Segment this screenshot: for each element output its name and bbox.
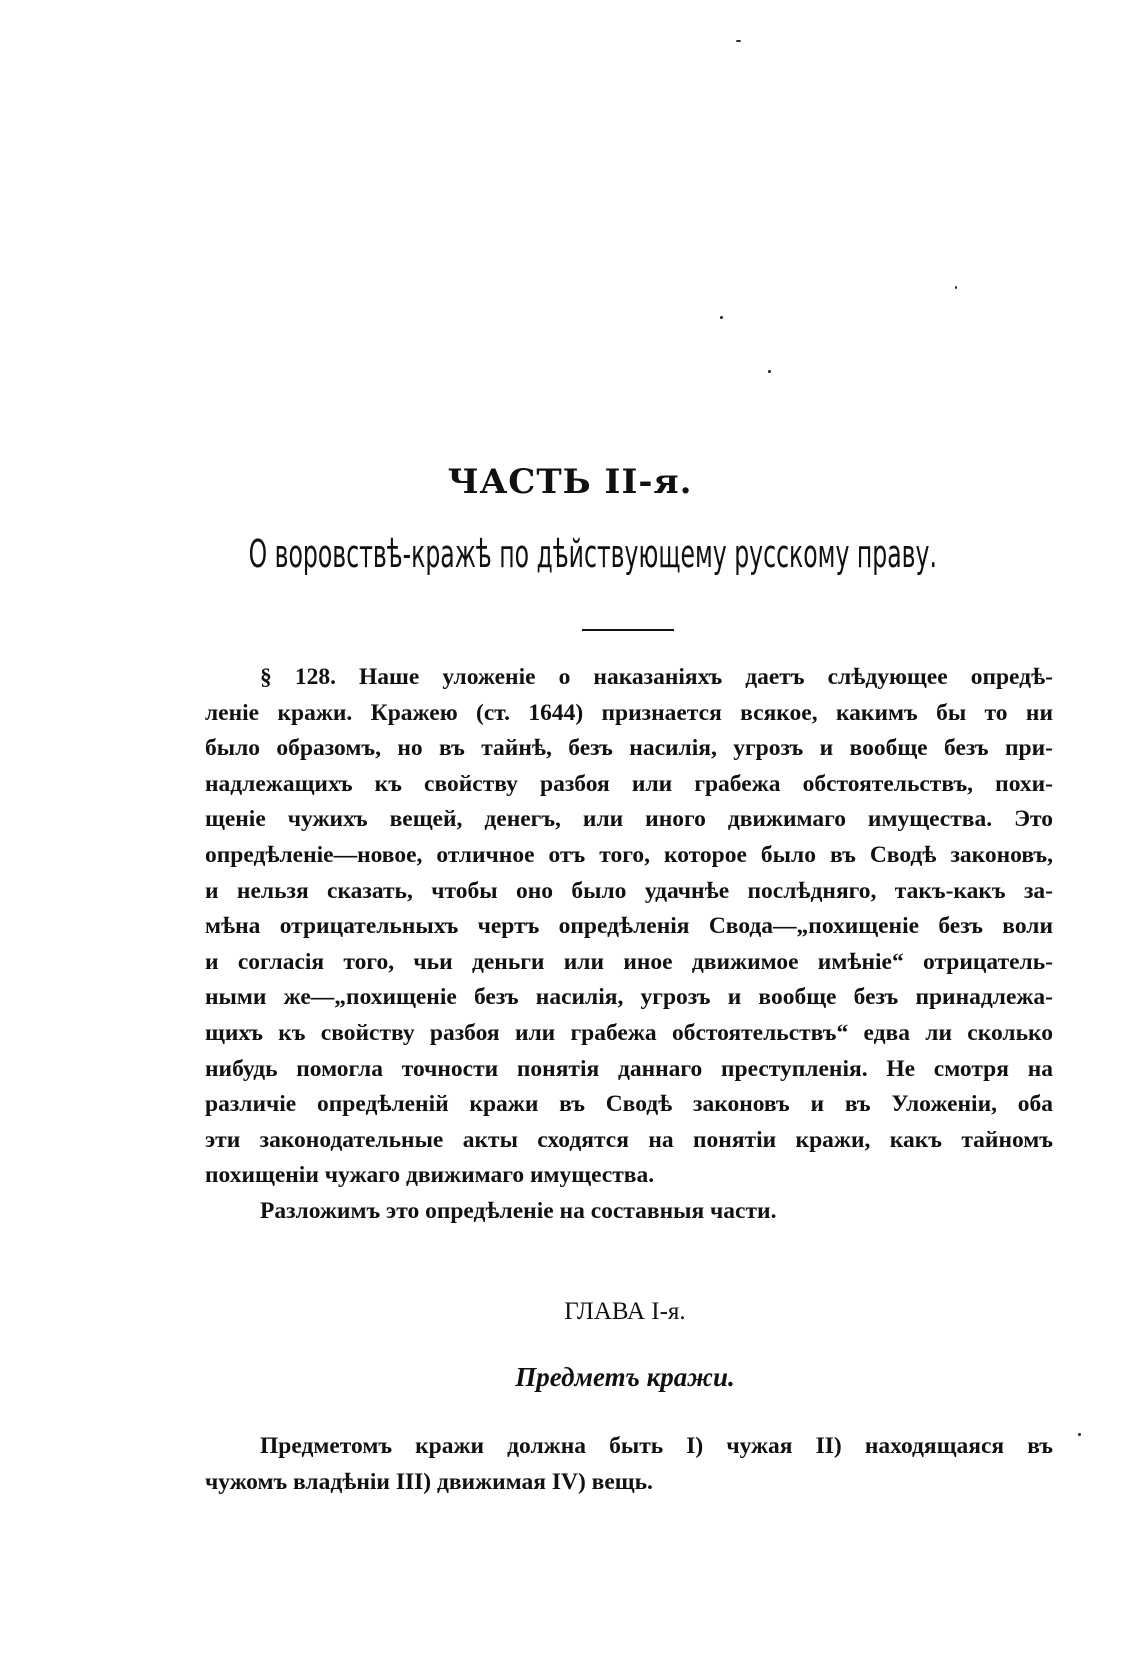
scan-speck	[720, 316, 723, 319]
paragraph-closing: Разложимъ это опредѣленіе на составныя части.	[260, 1197, 777, 1224]
section-divider	[582, 629, 674, 631]
paragraph-line: § 128. Наше уложеніе о наказаніяхъ даетъ слѣдующее опредѣ-	[260, 664, 1053, 690]
paragraph-line: опредѣленіе—новое, отличное отъ того, которое было въ Сводѣ законовъ,	[205, 841, 1053, 868]
paragraph-line: щеніе чужихъ вещей, денегъ, или иного движимаго имущества. Это	[205, 806, 1053, 833]
paragraph-line: леніе кражи. Кражею (ст. 1644) признается всякое, какимъ бы то ни	[205, 699, 1053, 726]
paragraph-line: было образомъ, но въ тайнѣ, безъ насилія, угрозъ и вообще безъ при-	[205, 735, 1053, 762]
scan-speck	[736, 40, 741, 42]
chapter-title: ГЛАВА I-я.	[564, 1298, 686, 1325]
paragraph-line: и нельзя сказать, чтобы оно было удачнѣе послѣдняго, такъ-какъ за-	[205, 877, 1053, 904]
paragraph-line: надлежащихъ къ свойству разбоя или грабежа обстоятельствъ, похи-	[205, 770, 1053, 797]
paragraph-line: нибудь помогла точности понятія даннаго преступленія. Не смотря на	[205, 1055, 1053, 1082]
chapter-subtitle: Предметъ кражи.	[515, 1362, 735, 1392]
paragraph-line: различіе опредѣленій кражи въ Сводѣ законовъ и въ Уложеніи, оба	[205, 1091, 1053, 1118]
paragraph-line: похищеніи чужаго движимаго имущества.	[205, 1162, 655, 1189]
scan-speck	[955, 286, 957, 289]
part-subtitle: О воровствѣ-кражѣ по дѣйствующему русскому праву.	[248, 532, 937, 576]
paragraph-line: щихъ къ свойству разбоя или грабежа обстоятельствъ“ едва ли сколько	[205, 1019, 1053, 1046]
paragraph-line: ными же—„похищеніе безъ насилія, угрозъ и вообще безъ принадлежа-	[205, 984, 1053, 1011]
paragraph-line: и согласія того, чьи деньги или иное движимое имѣніе“ отрицатель-	[205, 948, 1053, 975]
part-title: ЧАСТЬ II-я.	[447, 462, 693, 502]
paragraph-128	[205, 660, 1053, 1230]
paragraph-line: чужомъ владѣніи III) движимая IV) вещь.	[205, 1469, 653, 1495]
scan-speck	[768, 370, 771, 373]
paragraph-line: эти законодательные акты сходятся на понятіи кражи, какъ тайномъ	[205, 1126, 1053, 1153]
paragraph-line: Предметомъ кражи должна быть I) чужая II) находящаяся въ	[260, 1433, 1053, 1459]
scan-speck	[1078, 1433, 1081, 1436]
paragraph-line: мѣна отрицательныхъ чертъ опредѣленія Свода—„похищеніе безъ воли	[205, 913, 1053, 940]
chapter-paragraph	[205, 1428, 1053, 1500]
